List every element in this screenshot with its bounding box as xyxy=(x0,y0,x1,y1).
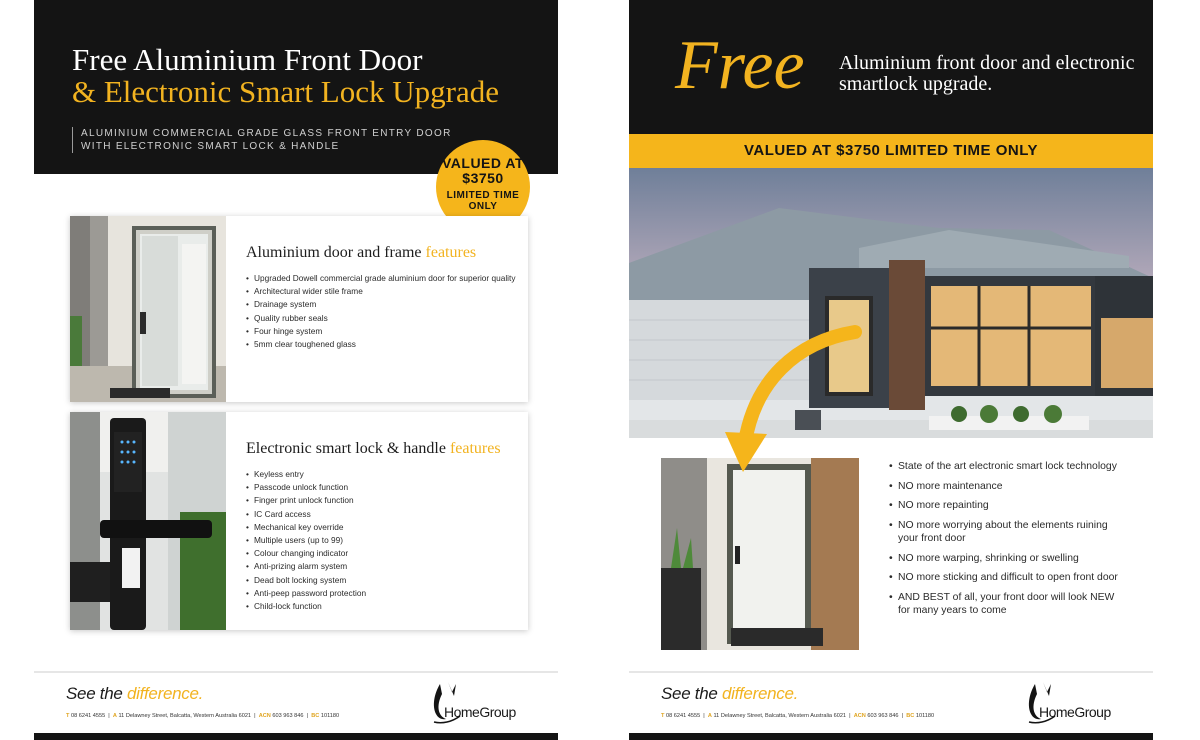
title-line-1: Free Aluminium Front Door xyxy=(72,42,423,77)
acn-label: ACN xyxy=(258,713,271,719)
free-heading: Free xyxy=(675,27,805,104)
lock-feature-list xyxy=(246,468,516,613)
bc-label: BC xyxy=(311,713,320,719)
acn-number: 603 963 846 xyxy=(272,713,304,719)
phone-label: T xyxy=(661,713,665,719)
list-item: • IC Card access xyxy=(246,508,516,521)
house-photo xyxy=(629,168,1153,438)
list-item: • Dead bolt locking system xyxy=(246,574,516,587)
list-item: • NO more maintenance xyxy=(889,480,1129,494)
flyer-page-features xyxy=(34,0,558,740)
contact-line: T 08 6241 4555 | A 11 Delawney Street, Balcatta, Western Australia 6021 | ACN 603 963 846 | BC 101180 xyxy=(66,713,340,719)
bc-label: BC xyxy=(906,713,915,719)
acn-number: 603 963 846 xyxy=(867,713,899,719)
phone-label: T xyxy=(66,713,70,719)
list-item: • Child-lock function xyxy=(246,600,516,613)
logo-text: HomeGroup xyxy=(444,704,516,720)
list-item: • Keyless entry xyxy=(246,468,516,481)
homegroup-logo xyxy=(1021,680,1121,726)
list-item: • Anti-prizing alarm system xyxy=(246,560,516,573)
tagline xyxy=(66,684,203,704)
badge-valued-text: VALUED AT $3750 xyxy=(441,155,524,186)
lock-card-title-highlight: features xyxy=(449,440,501,457)
list-item: • NO more warping, shrinking or swelling xyxy=(889,552,1129,566)
arrow-icon xyxy=(715,322,865,482)
list-item: • Passcode unlock function xyxy=(246,481,516,494)
list-item: • 5mm clear toughened glass xyxy=(246,338,516,351)
valued-band: VALUED AT $3750 LIMITED TIME ONLY xyxy=(629,134,1153,168)
acn-label: ACN xyxy=(853,713,866,719)
footer-divider xyxy=(34,671,558,673)
tagline xyxy=(661,684,798,704)
lock-features-card xyxy=(70,412,528,630)
list-item: • Anti-peep password protection xyxy=(246,587,516,600)
list-item: • Architectural wider stile frame xyxy=(246,285,516,298)
list-item: • NO more repainting xyxy=(889,499,1129,513)
phone-number: 08 6241 4555 xyxy=(70,713,106,719)
smart-lock-photo xyxy=(70,412,226,630)
list-item: • Colour changing indicator xyxy=(246,547,516,560)
flyer-page-benefits xyxy=(629,0,1153,740)
lock-card-title xyxy=(246,440,516,458)
door-card-title-highlight: features xyxy=(425,244,477,261)
list-item: • Multiple users (up to 99) xyxy=(246,534,516,547)
door-feature-list xyxy=(246,272,516,351)
footer-divider xyxy=(629,671,1153,673)
logo-text: HomeGroup xyxy=(1039,704,1111,720)
door-photo xyxy=(661,458,859,650)
title-line-2: & Electronic Smart Lock Upgrade xyxy=(72,74,499,109)
address: 11 Delawney Street, Balcatta, Western Australia 6021 xyxy=(713,713,847,719)
page-title xyxy=(72,44,499,108)
homegroup-logo xyxy=(426,680,526,726)
list-item: • Quality rubber seals xyxy=(246,312,516,325)
benefits-list xyxy=(889,460,1129,624)
list-item: • State of the art electronic smart lock technology xyxy=(889,460,1129,474)
contact-line: T 08 6241 4555 | A 11 Delawney Street, Balcatta, Western Australia 6021 | ACN 603 963 846 | BC 101180 xyxy=(661,713,935,719)
list-item: • NO more sticking and difficult to open front door xyxy=(889,571,1129,585)
list-item: • Mechanical key override xyxy=(246,521,516,534)
bottom-bar xyxy=(629,733,1153,740)
list-item: • Upgraded Dowell commercial grade aluminium door for superior quality xyxy=(246,272,516,285)
badge-limited-text: LIMITED TIME ONLY xyxy=(446,190,520,212)
phone-number: 08 6241 4555 xyxy=(665,713,701,719)
page-subtitle: ALUMINIUM COMMERCIAL GRADE GLASS FRONT ENTRY DOOR WITH ELECTRONIC SMART LOCK & HANDLE xyxy=(72,127,472,153)
address-label: A xyxy=(112,713,117,719)
door-frame-photo xyxy=(70,216,226,402)
bc-number: 101180 xyxy=(915,713,935,719)
tagline-see-the: See the xyxy=(661,684,718,703)
list-item: • Finger print unlock function xyxy=(246,494,516,507)
address-label: A xyxy=(707,713,712,719)
lock-card-title-text: Electronic smart lock & handle xyxy=(246,440,446,457)
list-item: • NO more worrying about the elements ruining your front door xyxy=(889,519,1129,546)
header-banner xyxy=(629,0,1153,134)
list-item: • Four hinge system xyxy=(246,325,516,338)
headline: Aluminium front door and electronic smartlock upgrade. xyxy=(839,52,1135,95)
list-item: • AND BEST of all, your front door will look NEW for many years to come xyxy=(889,591,1129,618)
tagline-difference: difference. xyxy=(721,684,799,703)
bc-number: 101180 xyxy=(320,713,340,719)
bottom-bar xyxy=(34,733,558,740)
door-card-title-text: Aluminium door and frame xyxy=(246,244,422,261)
door-features-card xyxy=(70,216,528,402)
address: 11 Delawney Street, Balcatta, Western Australia 6021 xyxy=(118,713,252,719)
tagline-difference: difference. xyxy=(126,684,204,703)
list-item: • Drainage system xyxy=(246,298,516,311)
tagline-see-the: See the xyxy=(66,684,123,703)
door-card-title xyxy=(246,244,516,262)
